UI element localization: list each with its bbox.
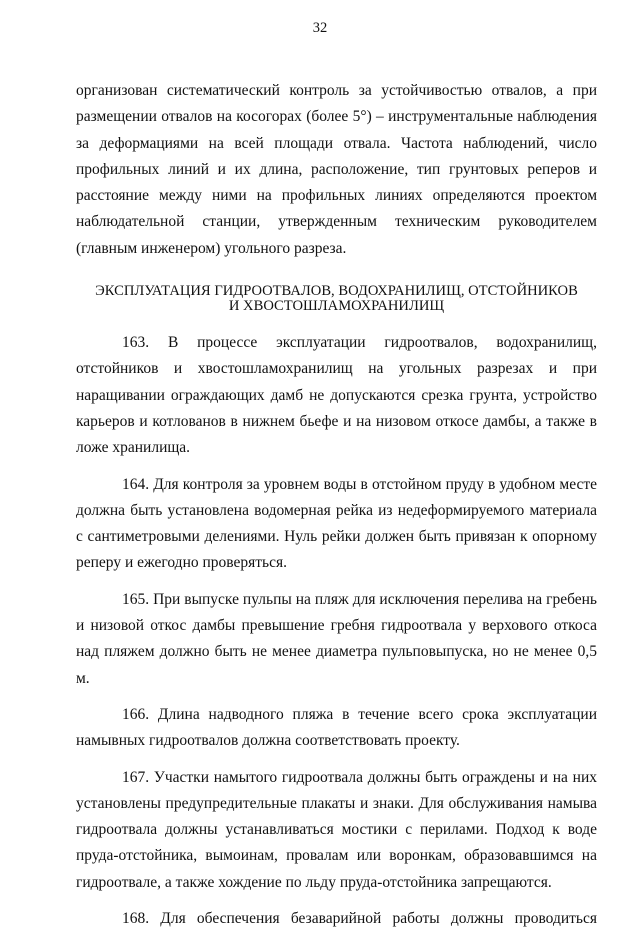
clause-168: 168. Для обеспечения безаварийной работы должны проводиться <box>122 910 597 928</box>
clause-163: 163. В процессе эксплуатации гидроотвалов, водохранилищ, отстойников и хвостошламохранилищ на угольных разрезах и при наращивании ограждающих дамб не допускаются срезка грунта, устройство карьеров и котлованов в нижнем бьефе и на низовом откосе дамбы, а также в ложе хранилища. <box>76 334 597 457</box>
section-heading-line-1: ЭКСПЛУАТАЦИЯ ГИДРООТВАЛОВ, ВОДОХРАНИЛИЩ, ОТСТОЙНИКОВ <box>95 283 578 300</box>
section-heading <box>76 284 597 314</box>
clause-167: 167. Участки намытого гидроотвала должны быть ограждены и на них установлены предупредительные плакаты и знаки. Для обслуживания намыва гидроотвала должны устанавливаться мостики с перилами. Подход к воде пруда-отстойника, вымоинам, провалам или воронкам, образовавшимся на гидроотвале, а также хождение по льду пруда-отстойника запрещаются. <box>76 768 597 891</box>
clause-166: 166. Длина надводного пляжа в течение всего срока эксплуатации намывных гидроотвалов должна соответствовать проекту. <box>76 705 597 750</box>
document-body <box>76 78 597 932</box>
clause-164: 164. Для контроля за уровнем воды в отстойном пруду в удобном месте должна быть установлена водомерная рейка из недеформируемого материала с сантиметровыми делениями. Нуль рейки должен быть привязан к опорному реперу и ежегодно проверяться. <box>76 475 597 572</box>
clause-165: 165. При выпуске пульпы на пляж для исключения перелива на гребень и низовой откос дамбы превышение гребня гидроотвала у верхового откоса над пляжем должно быть не менее диаметра пульповыпуска, но не менее 0,5 м. <box>76 590 597 687</box>
intro-paragraph: организован систематический контроль за устойчивостью отвалов, а при размещении отвалов на косогорах (более 5°) – инструментальные наблюдения за деформациями на всей площади отвала. Частота наблюдений, число профильных линий и их длина, расположение, тип грунтовых реперов и расстояние между ними на профильных линиях определяются проектом наблюдательной станции, утвержденным техническим руководителем (главным инженером) угольного разреза. <box>76 82 597 257</box>
section-heading-line-2: И ХВОСТОШЛАМОХРАНИЛИЩ <box>228 298 445 315</box>
page-number: 32 <box>312 20 328 36</box>
